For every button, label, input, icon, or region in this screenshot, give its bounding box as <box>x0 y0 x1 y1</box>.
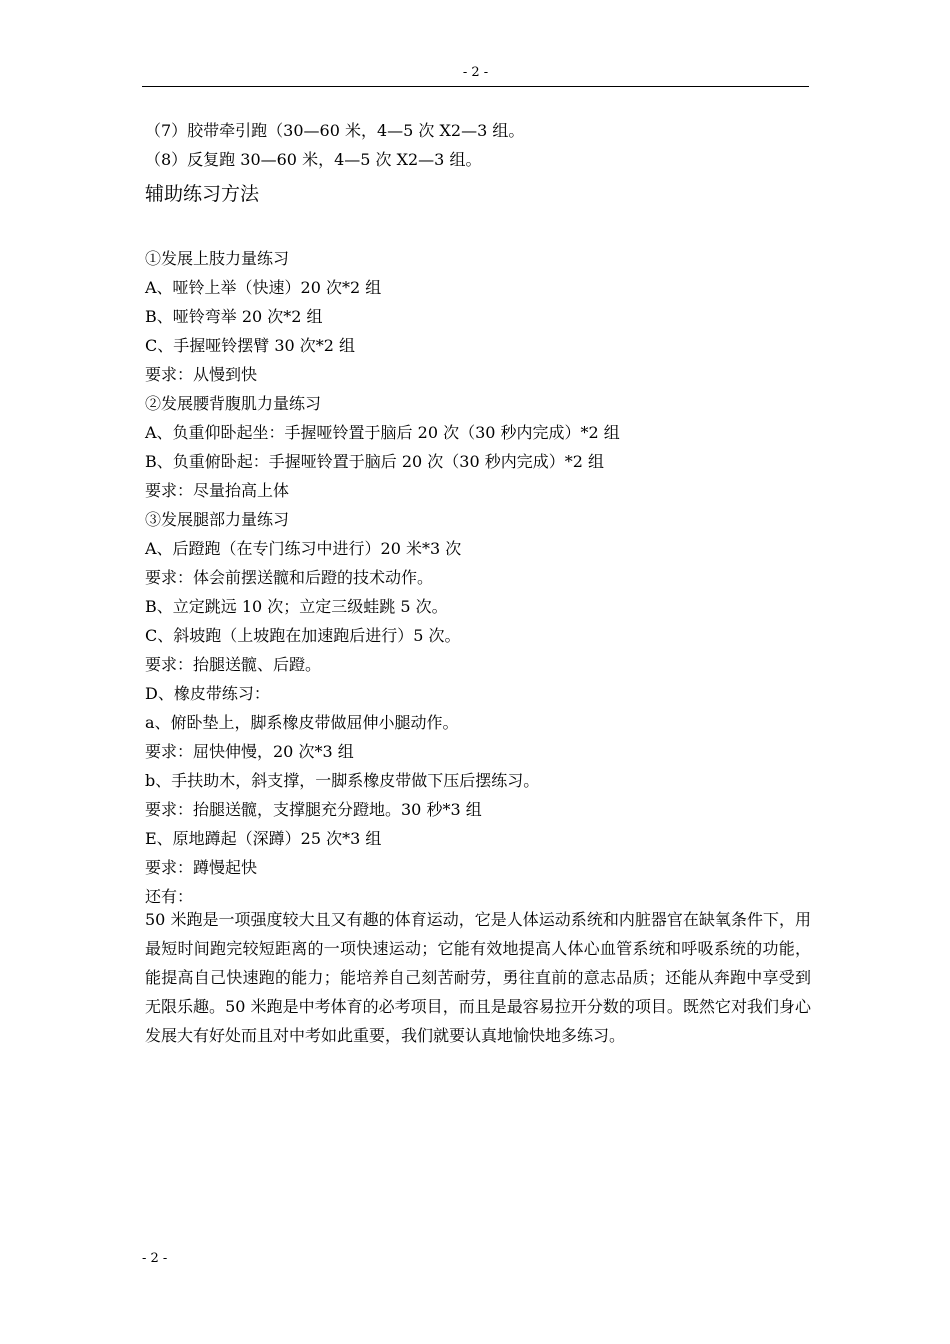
exercise-line: 要求：尽量抬高上体 <box>145 481 290 500</box>
exercise-line: ①发展上肢力量练习 <box>145 249 290 268</box>
exercise-line: 要求：体会前摆送髋和后蹬的技术动作。 <box>145 568 434 587</box>
exercise-line: 要求：从慢到快 <box>145 365 258 384</box>
page-header-number: - 2 - <box>462 65 489 80</box>
exercise-line: C、手握哑铃摆臂 30 次*2 组 <box>145 336 356 355</box>
exercise-line: C、斜坡跑（上坡跑在加速跑后进行）5 次。 <box>145 626 461 645</box>
exercise-line: A、后蹬跑（在专门练习中进行）20 米*3 次 <box>145 539 462 558</box>
exercise-line: 要求：屈快伸慢，20 次*3 组 <box>145 742 354 761</box>
exercise-list <box>145 244 815 911</box>
intro-line: （7）胶带牵引跑（30—60 米，4—5 次 X2—3 组。 <box>145 121 525 140</box>
exercise-line: 要求：抬腿送髋，支撑腿充分蹬地。30 秒*3 组 <box>145 800 482 819</box>
exercise-line: B、哑铃弯举 20 次*2 组 <box>145 307 323 326</box>
exercise-line: a、俯卧垫上，脚系橡皮带做屈伸小腿动作。 <box>145 713 459 732</box>
page-footer-number: - 2 - <box>142 1251 168 1266</box>
header-divider <box>142 86 809 87</box>
exercise-line: B、负重俯卧起：手握哑铃置于脑后 20 次（30 秒内完成）*2 组 <box>145 452 605 471</box>
exercise-line: b、手扶助木，斜支撑，一脚系橡皮带做下压后摆练习。 <box>145 771 540 790</box>
intro-list <box>145 116 815 174</box>
exercise-line: B、立定跳远 10 次；立定三级蛙跳 5 次。 <box>145 597 448 616</box>
exercise-line: E、原地蹲起（深蹲）25 次*3 组 <box>145 829 382 848</box>
intro-line: （8）反复跑 30—60 米，4—5 次 X2—3 组。 <box>145 150 482 169</box>
exercise-line: 还有： <box>145 887 194 906</box>
exercise-line: A、哑铃上举（快速）20 次*2 组 <box>145 278 382 297</box>
exercise-line: A、负重仰卧起坐：手握哑铃置于脑后 20 次（30 秒内完成）*2 组 <box>145 423 620 442</box>
section-heading: 辅助练习方法 <box>145 183 260 205</box>
closing-paragraph: 50 米跑是一项强度较大且又有趣的体育运动，它是人体运动系统和内脏器官在缺氧条件下，用最短时间跑完较短距离的一项快速运动；它能有效地提高人体心血管系统和呼吸系统的功能，能提高自己快速跑的能力；能培养自己刻苦耐劳，勇往直前的意志品质；还能从奔跑中享受到无限乐趣。50 米跑是中考体育的必考项目，而且是最容易拉开分数的项目。既然它对我们身心发展大有好处而且对中考如此重要，我们就要认真地愉快地多练习。 <box>145 910 811 1045</box>
exercise-line: 要求：抬腿送髋、后蹬。 <box>145 655 322 674</box>
exercise-line: 要求：蹲慢起快 <box>145 858 258 877</box>
exercise-line: ②发展腰背腹肌力量练习 <box>145 394 322 413</box>
exercise-line: D、橡皮带练习： <box>145 684 270 703</box>
exercise-line: ③发展腿部力量练习 <box>145 510 290 529</box>
